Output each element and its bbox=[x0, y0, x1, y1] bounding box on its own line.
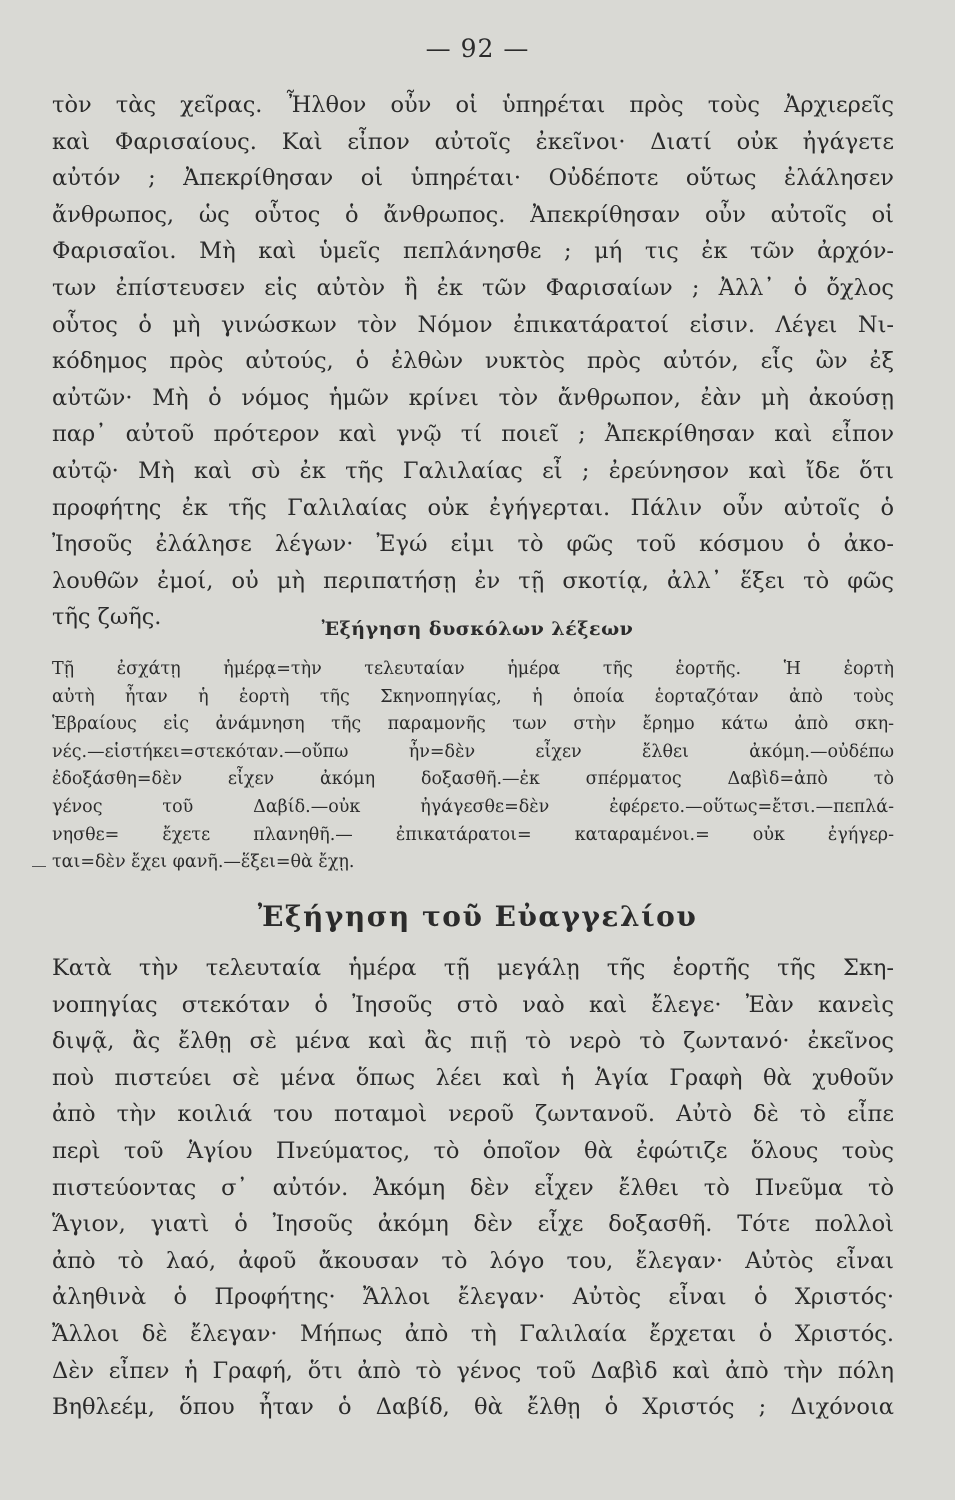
text-line: Ἅγιον, γιατὶ ὁ Ἰησοῦς ἀκόμη δὲν εἶχε δοξασθῆ. Τότε πολλοὶ bbox=[52, 1211, 894, 1238]
note-line: γένος τοῦ Δαβίδ.—οὐκ ἠγάγεσθε=δὲν ἐφέρετο.—οὕτως=ἔτσι.—πεπλά- bbox=[52, 796, 894, 817]
text-line: κόδημος πρὸς αὐτούς, ὁ ἐλθὼν νυκτὸς πρὸς αὐτόν, εἷς ὢν ἐξ bbox=[52, 348, 894, 375]
text-line: Ἄλλοι δὲ ἔλεγαν· Μήπως ἀπὸ τὴ Γαλιλαία ἔρχεται ὁ Χριστός. bbox=[52, 1320, 894, 1347]
explanation-text bbox=[52, 950, 894, 1426]
glossary-notes bbox=[52, 656, 894, 877]
text-line: Δὲν εἶπεν ἡ Γραφή, ὅτι ἀπὸ τὸ γένος τοῦ Δαβὶδ καὶ ἀπὸ τὴν πόλη bbox=[52, 1357, 894, 1384]
text-line: Φαρισαῖοι. Μὴ καὶ ὑμεῖς πεπλάνησθε ; μή τις ἐκ τῶν ἀρχόν- bbox=[52, 238, 894, 265]
text-line: πιστεύοντας σ᾽ αὐτόν. Ἀκόμη δὲν εἶχεν ἔλθει τὸ Πνεῦμα τὸ bbox=[52, 1174, 894, 1201]
text-line: αὐτῷ· Μὴ καὶ σὺ ἐκ τῆς Γαλιλαίας εἶ ; ἐρεύνησον καὶ ἴδε ὅτι bbox=[52, 457, 894, 484]
section-heading: Ἐξήγηση τοῦ Εὐαγγελίου bbox=[257, 900, 698, 933]
note-line: Ἑβραίους εἰς ἀνάμνηση τῆς παραμονῆς των στὴν ἔρημο κάτω ἀπὸ σκη- bbox=[52, 714, 894, 735]
text-line: προφήτης ἐκ τῆς Γαλιλαίας οὐκ ἐγήγερται. Πάλιν οὖν αὐτοῖς ὁ bbox=[52, 494, 894, 521]
text-line: ποὺ πιστεύει σὲ μένα ὅπως λέει καὶ ἡ Ἁγία Γραφὴ θὰ χυθοῦν bbox=[52, 1064, 894, 1091]
note-line: νές.—εἱστήκει=στεκόταν.—οὔπω ἦν=δὲν εἶχεν ἔλθει ἀκόμη.—οὐδέπω bbox=[52, 741, 894, 762]
text-line: Βηθλεέμ, ὅπου ἦταν ὁ Δαβίδ, θὰ ἔλθῃ ὁ Χριστός ; Διχόνοια bbox=[52, 1394, 894, 1421]
note-line: αὐτὴ ἦταν ἡ ἑορτὴ τῆς Σκηνοπηγίας, ἡ ὁποία ἑορταζόταν ἀπὸ τοὺς bbox=[52, 686, 894, 707]
text-line: οὗτος ὁ μὴ γινώσκων τὸν Νόμον ἐπικατάρατοί εἰσιν. Λέγει Νι- bbox=[52, 311, 894, 338]
margin-dash bbox=[32, 866, 46, 867]
text-line: καὶ Φαρισαίους. Καὶ εἶπον αὐτοῖς ἐκεῖνοι· Διατί οὐκ ἠγάγετε bbox=[52, 128, 894, 155]
text-line: τῆς ζωῆς. bbox=[52, 604, 162, 631]
text-line: περὶ τοῦ Ἁγίου Πνεύματος, τὸ ὁποῖον θὰ ἐφώτιζε ὅλους τοὺς bbox=[52, 1137, 894, 1164]
scripture-text bbox=[52, 87, 894, 636]
text-line: τὸν τὰς χεῖρας. Ἦλθον οὖν οἱ ὑπηρέται πρὸς τοὺς Ἀρχιερεῖς bbox=[52, 92, 894, 118]
text-line: διψᾷ, ἂς ἔλθῃ σὲ μένα καὶ ἂς πιῇ τὸ νερὸ τὸ ζωντανό· ἐκεῖνος bbox=[52, 1028, 894, 1055]
note-line: νησθε= ἔχετε πλανηθῆ.— ἐπικατάρατοι= καταραμένοι.= οὐκ ἐγήγερ- bbox=[52, 824, 894, 845]
page-number: — 92 — bbox=[425, 34, 530, 63]
text-line: ἀπὸ τὸ λαό, ἀφοῦ ἄκουσαν τὸ λόγο του, ἔλεγαν· Αὐτὸς εἶναι bbox=[52, 1247, 894, 1274]
text-line: ἄνθρωπος, ὡς οὗτος ὁ ἄνθρωπος. Ἀπεκρίθησαν οὖν αὐτοῖς οἱ bbox=[52, 201, 894, 228]
text-line: Ἰησοῦς ἐλάλησε λέγων· Ἐγώ εἰμι τὸ φῶς τοῦ κόσμου ὁ ἀκο- bbox=[52, 531, 894, 558]
text-line: αὐτόν ; Ἀπεκρίθησαν οἱ ὑπηρέται· Οὐδέποτε οὕτως ἐλάλησεν bbox=[52, 165, 894, 192]
note-line: ἐδοξάσθη=δὲν εἶχεν ἀκόμη δοξασθῆ.—ἐκ σπέρματος Δαβὶδ=ἀπὸ τὸ bbox=[52, 769, 894, 790]
note-line: ται=δὲν ἔχει φανῆ.—ἕξει=θὰ ἔχῃ. bbox=[52, 852, 355, 873]
note-line: Τῇ ἐσχάτῃ ἡμέρᾳ=τὴν τελευταίαν ἡμέρα τῆς ἑορτῆς. Ἡ ἑορτὴ bbox=[52, 659, 894, 679]
text-line: των ἐπίστευσεν εἰς αὐτὸν ἢ ἐκ τῶν Φαρισαίων ; Ἀλλ᾽ ὁ ὄχλος bbox=[52, 274, 894, 301]
text-line: λουθῶν ἐμοί, οὐ μὴ περιπατήσῃ ἐν τῇ σκοτίᾳ, ἀλλ᾽ ἕξει τὸ φῶς bbox=[52, 567, 894, 594]
text-line: ἀπὸ τὴν κοιλιά του ποταμοὶ νεροῦ ζωντανοῦ. Αὐτὸ δὲ τὸ εἶπε bbox=[52, 1101, 894, 1128]
notes-heading: Ἐξήγηση δυσκόλων λέξεων bbox=[321, 618, 634, 640]
text-line: ἀληθινὰ ὁ Προφήτης· Ἄλλοι ἔλεγαν· Αὐτὸς εἶναι ὁ Χριστός· bbox=[52, 1284, 894, 1311]
text-line: αὐτῶν· Μὴ ὁ νόμος ἡμῶν κρίνει τὸν ἄνθρωπον, ἐὰν μὴ ἀκούσῃ bbox=[52, 384, 894, 411]
text-line: νοπηγίας στεκόταν ὁ Ἰησοῦς στὸ ναὸ καὶ ἔλεγε· Ἐὰν κανεὶς bbox=[52, 991, 894, 1018]
text-line: παρ᾽ αὐτοῦ πρότερον καὶ γνῷ τί ποιεῖ ; Ἀπεκρίθησαν καὶ εἶπον bbox=[52, 421, 894, 448]
text-line: Κατὰ τὴν τελευταία ἡμέρα τῇ μεγάλῃ τῆς ἑορτῆς τῆς Σκη- bbox=[52, 955, 894, 981]
